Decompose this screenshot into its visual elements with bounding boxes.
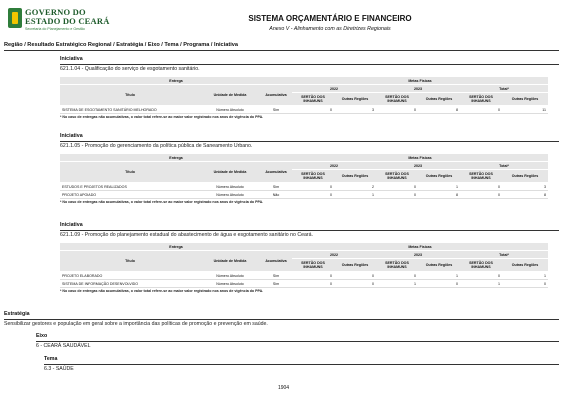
cell-value: 1 — [418, 183, 460, 191]
header-outras: Outras Regiões — [502, 170, 548, 183]
page-number: 1904 — [277, 385, 290, 391]
cell-value: 0 — [292, 191, 334, 199]
cell-acumulativa: Não — [260, 191, 292, 199]
header-titulo: Título — [60, 251, 200, 272]
header-entrega: Entrega — [60, 77, 292, 85]
metas-table — [60, 77, 548, 114]
cell-value: 0 — [376, 272, 418, 280]
cell-value: 0 — [292, 280, 334, 288]
header-metas: Metas Físicas — [292, 154, 548, 162]
table-row — [60, 191, 548, 199]
estrategia-label: Estratégia — [4, 311, 30, 317]
header-total: Total* — [460, 85, 548, 93]
cell-value: 0 — [334, 272, 376, 280]
cell-value: 0 — [460, 191, 502, 199]
cell-value: 3 — [502, 183, 548, 191]
header-sertao: SERTÃO DOS INHAMUNS — [292, 93, 334, 106]
header-unidade: Unidade de Medida — [200, 251, 260, 272]
header-2022: 2022 — [292, 251, 376, 259]
cell-value: 1 — [502, 272, 548, 280]
header-outras: Outras Regiões — [418, 170, 460, 183]
cell-value: 3 — [334, 106, 376, 114]
iniciativa-text: 621.1.04 - Qualificação do serviço de esgotamento sanitário. — [60, 66, 200, 72]
estrategia-divider — [4, 319, 559, 320]
cell-value: 0 — [334, 280, 376, 288]
tema-divider — [44, 364, 559, 365]
cell-value: 1 — [334, 191, 376, 199]
cell-value: 8 — [418, 106, 460, 114]
cell-titulo: PROJETO ELABORADO — [60, 272, 200, 280]
cell-titulo: PROJETO APOIADO — [60, 191, 200, 199]
table-row — [60, 280, 548, 288]
header-2023: 2023 — [376, 251, 460, 259]
header-titulo: Título — [60, 162, 200, 183]
page-title: SISTEMA ORÇAMENTÁRIO E FINANCEIRO — [248, 14, 412, 23]
table-row — [60, 183, 548, 191]
header-sertao: SERTÃO DOS INHAMUNS — [292, 170, 334, 183]
iniciativa-divider — [60, 230, 559, 231]
cell-acumulativa: Sim — [260, 106, 292, 114]
cell-value: 0 — [292, 106, 334, 114]
header-acumulativa: Acumulativa — [260, 85, 292, 106]
header-sertao: SERTÃO DOS INHAMUNS — [376, 259, 418, 272]
ceara-flag-icon — [8, 8, 22, 28]
cell-titulo: SISTEMA DE INFORMAÇÃO DESENVOLVIDO — [60, 280, 200, 288]
metas-table — [60, 243, 548, 288]
cell-value: 0 — [292, 183, 334, 191]
cell-value: 1 — [460, 280, 502, 288]
header-sertao: SERTÃO DOS INHAMUNS — [460, 93, 502, 106]
cell-acumulativa: Sim — [260, 183, 292, 191]
cell-unidade: Número Absoluto — [200, 280, 260, 288]
header-sertao: SERTÃO DOS INHAMUNS — [376, 93, 418, 106]
iniciativa-divider — [60, 64, 559, 65]
government-logo — [8, 7, 110, 39]
cell-value: 0 — [376, 191, 418, 199]
header-entrega: Entrega — [60, 154, 292, 162]
header-2022: 2022 — [292, 85, 376, 93]
cell-value: 2 — [334, 183, 376, 191]
header-metas: Metas Físicas — [292, 243, 548, 251]
header-sertao: SERTÃO DOS INHAMUNS — [460, 170, 502, 183]
eixo-label: Eixo — [36, 333, 48, 339]
header-titulo: Título — [60, 85, 200, 106]
header-2023: 2023 — [376, 162, 460, 170]
header-total: Total* — [460, 162, 548, 170]
cell-titulo: ESTUDOS E PROJETOS REALIZADOS — [60, 183, 200, 191]
header-sertao: SERTÃO DOS INHAMUNS — [376, 170, 418, 183]
cell-titulo: SISTEMA DE ESGOTAMENTO SANITÁRIO MELHORADO — [60, 106, 200, 114]
header-outras: Outras Regiões — [502, 259, 548, 272]
cell-value: 0 — [376, 183, 418, 191]
cell-value: 1 — [418, 272, 460, 280]
iniciativa-text: 621.1.05 - Promoção do gerenciamento da política pública de Saneamento Urbano. — [60, 143, 253, 149]
header-outras: Outras Regiões — [418, 93, 460, 106]
logo-line3: Secretaria do Planejamento e Gestão — [25, 27, 85, 31]
cell-value: 11 — [502, 106, 548, 114]
header-entrega: Entrega — [60, 243, 292, 251]
table-footnote: * No caso de entregas não acumulativas, o valor total refere-se ao maior valor registrado nos anos de vigência do PPA. — [60, 115, 264, 119]
cell-value: 0 — [292, 272, 334, 280]
logo-line2: ESTADO DO CEARÁ — [25, 16, 110, 26]
header-unidade: Unidade de Medida — [200, 162, 260, 183]
iniciativa-label: Iniciativa — [60, 56, 83, 62]
cell-unidade: Número Absoluto — [200, 191, 260, 199]
cell-acumulativa: Sim — [260, 280, 292, 288]
table-footnote: * No caso de entregas não acumulativas, o valor total refere-se ao maior valor registrado nos anos de vigência do PPA. — [60, 200, 264, 204]
header-sertao: SERTÃO DOS INHAMUNS — [292, 259, 334, 272]
cell-unidade: Número Absoluto — [200, 183, 260, 191]
cell-value: 0 — [502, 280, 548, 288]
header-outras: Outras Regiões — [502, 93, 548, 106]
iniciativa-label: Iniciativa — [60, 222, 83, 228]
table-footnote: * No caso de entregas não acumulativas, o valor total refere-se ao maior valor registrado nos anos de vigência do PPA. — [60, 289, 264, 293]
header-outras: Outras Regiões — [334, 259, 376, 272]
cell-value: 0 — [376, 106, 418, 114]
breadcrumb: Região / Resultado Estratégico Regional / Estratégia / Eixo / Tema / Programa / Iniciativa — [4, 42, 238, 48]
cell-value: 1 — [376, 280, 418, 288]
header-acumulativa: Acumulativa — [260, 162, 292, 183]
header-metas: Metas Físicas — [292, 77, 548, 85]
cell-value: 0 — [418, 280, 460, 288]
table-row — [60, 106, 548, 114]
cell-acumulativa: Sim — [260, 272, 292, 280]
cell-value: 8 — [502, 191, 548, 199]
header-total: Total* — [460, 251, 548, 259]
tema-label: Tema — [44, 356, 58, 362]
iniciativa-divider — [60, 141, 559, 142]
cell-value: 8 — [418, 191, 460, 199]
page-subtitle: Anexo V - Alinhamento com as Diretrizes Regionais — [269, 26, 391, 32]
header-2022: 2022 — [292, 162, 376, 170]
cell-value: 0 — [460, 106, 502, 114]
header-unidade: Unidade de Medida — [200, 85, 260, 106]
tema-text: 6.3 - SAÚDE — [44, 366, 74, 372]
page-header — [0, 0, 567, 42]
logo-line1: GOVERNO DO — [25, 7, 86, 17]
cell-unidade: Número Absoluto — [200, 106, 260, 114]
iniciativa-text: 621.1.09 - Promoção do planejamento estadual do abastecimento de água e esgotamento sanitário no Ceará. — [60, 232, 313, 238]
metas-table — [60, 154, 548, 199]
header-acumulativa: Acumulativa — [260, 251, 292, 272]
header-outras: Outras Regiões — [334, 93, 376, 106]
cell-value: 0 — [460, 183, 502, 191]
eixo-divider — [36, 341, 559, 342]
estrategia-text: Sensibilizar gestores e população em geral sobre a importância das políticas de promoção e prevenção em saúde. — [4, 321, 268, 327]
cell-unidade: Número Absoluto — [200, 272, 260, 280]
header-2023: 2023 — [376, 85, 460, 93]
header-outras: Outras Regiões — [334, 170, 376, 183]
cell-value: 0 — [460, 272, 502, 280]
table-row — [60, 272, 548, 280]
header-sertao: SERTÃO DOS INHAMUNS — [460, 259, 502, 272]
header-outras: Outras Regiões — [418, 259, 460, 272]
eixo-text: 6 - CEARÁ SAUDÁVEL — [36, 343, 91, 349]
breadcrumb-divider — [4, 50, 559, 51]
iniciativa-label: Iniciativa — [60, 133, 83, 139]
